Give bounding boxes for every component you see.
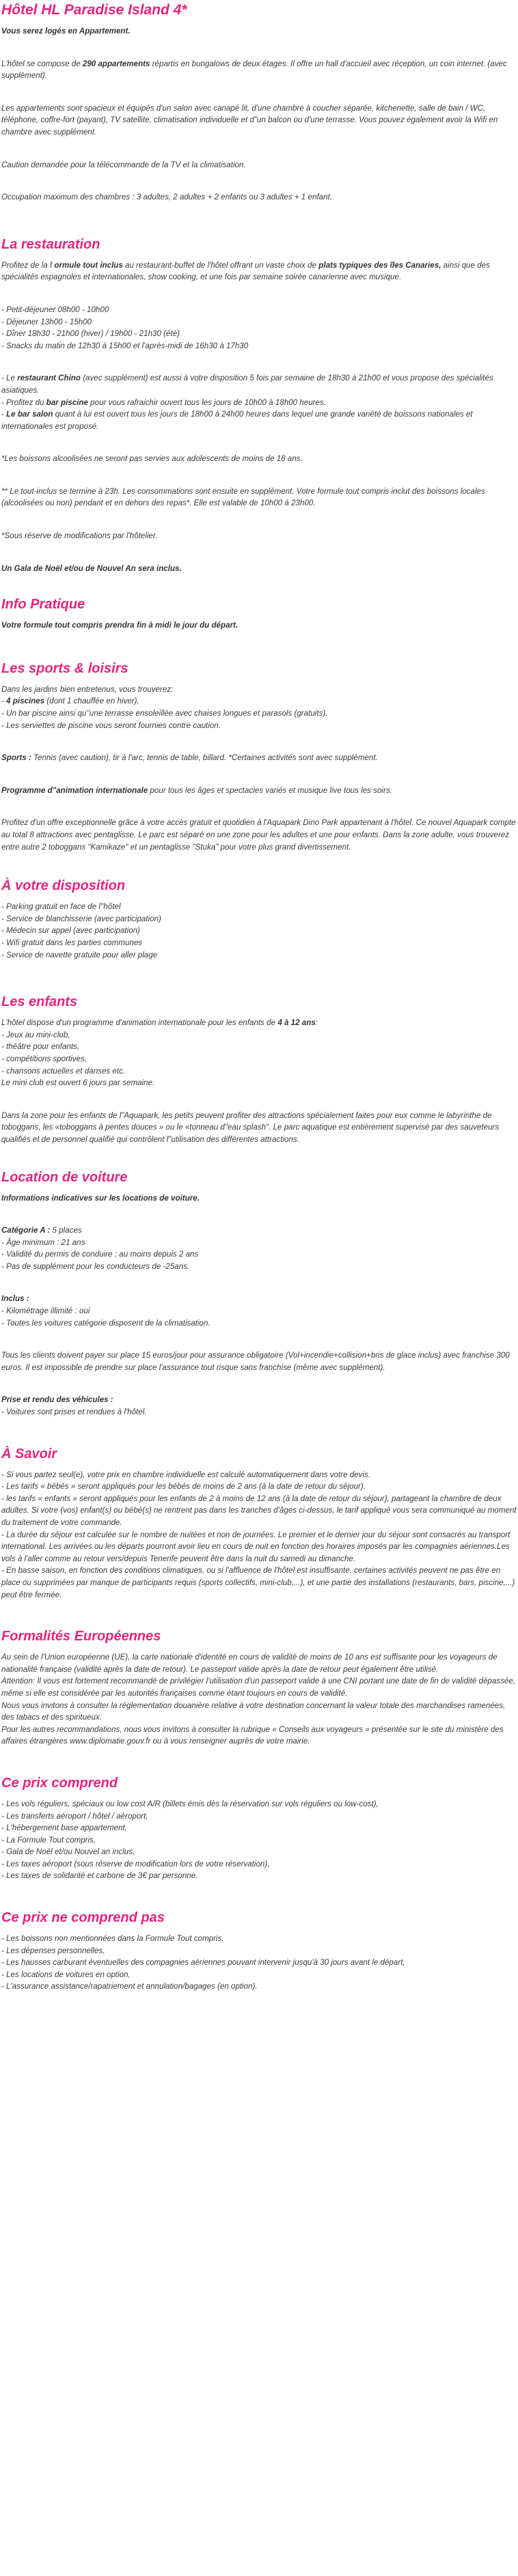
list-item: Nous vous invitons à consulter la réglementation douanière relative à votre destination concernant la valeur totale des marchandises ramenées, des tabacs et des spiritueux. [1, 1700, 506, 1722]
enfants-title: Les enfants [1, 994, 78, 1010]
voiture-intro: Informations indicatives sur les locations de voiture. [1, 1193, 200, 1203]
list-item: - les tarifs « enfants » seront appliqués pour les enfants de 2 à moins de 12 ans (à la date de retour du séjour), partageant la chambre de deux adultes. Si votre (vos) enfant(s) ou bébé(s) ne rentrent pas dans les tranches d'âges ci-dessus, le tarif appliqué vous sera communiqué au moment du traitement de votre commande. [1, 1494, 517, 1527]
list-item: - Les boissons non mentionnées dans la Formule Tout compris, [1, 1934, 224, 1944]
list-item: Prise et rendu des véhicules : [1, 1395, 113, 1405]
restauration-gala: Un Gala de Noël et/ou de Nouvel An sera inclus. [1, 563, 182, 573]
list-item: - Kilométrage illimité : oui [1, 1306, 90, 1316]
savoir-title: À Savoir [1, 1446, 57, 1461]
sports-programme: Programme d"animation internationale pour tous les âges et spectacles variés et musique live tous les soirs. [1, 785, 392, 795]
list-item: - Gala de Noël et/ou Nouvel an inclus, [1, 1847, 135, 1857]
list-item: - Jeux au mini-club, [1, 1030, 70, 1039]
list-item: - Les hausses carburant éventuelles des compagnies aériennes pouvant intervenir jusqu'à 30 jours avant le départ, [1, 1958, 405, 1968]
restauration-schedule [1, 304, 517, 352]
formalites-section [1, 1628, 517, 1748]
restauration-section [1, 236, 517, 575]
disposition-title: À votre disposition [1, 878, 126, 894]
list-item: - Le restaurant Chino (avec supplément) est aussi à votre disposition 5 fois par semaine de 18h30 à 21h00 et vous propose des spécialités asiatiques. [1, 374, 493, 395]
info-title: Info Pratique [1, 597, 85, 613]
list-item: Le mini club est ouvert 6 jours par semaine. [1, 1078, 155, 1088]
comprend-title: Ce prix comprend [1, 1775, 118, 1791]
list-item: - Les transferts aéroport / hôtel / aéroport, [1, 1811, 148, 1821]
enfants-programme [1, 1017, 517, 1089]
list-item: - chansons actuelles et danses etc. [1, 1066, 126, 1076]
restauration-title: La restauration [1, 236, 100, 252]
restauration-bars [1, 372, 517, 432]
list-item: - En basse saison, en fonction des conditions climatiques, ou si l'affluence de l'hôtel est insuffisante, certaines activités peuvent ne pas être en place ou supprimées par manque de participants requis (sports collectifs, mini-club,...), et une partie des installations (restaurants, bars, piscine,...) peut être fermée. [1, 1566, 515, 1599]
list-item: - compétitions sportives, [1, 1054, 87, 1063]
list-item: Dans les jardins bien entretenus, vous trouverez: [1, 684, 174, 694]
list-item: - Validité du permis de conduire : au moins depuis 2 ans [1, 1250, 199, 1259]
list-item: - Voitures sont prises et rendues à l'hôtel. [1, 1408, 147, 1417]
restauration-note-alcohol: *Les boissons alcoolisées ne seront pas servies aux adolescents de moins de 18 ans. [1, 454, 303, 464]
list-item: - Les vols réguliers, spéciaux ou low cost A/R (billets émis dès la réservation sur vols réguliers ou low-cost), [1, 1799, 379, 1808]
list-item: Attention: Il vous est fortement recommandé de privilégier l'utilisation d'un passeport valide à une CNI portant une date de fin de validité dépassée, même si elle est considérée par les autorités françaises comme étant toujours en cours de validité. [1, 1677, 516, 1698]
sports-section [1, 660, 517, 853]
list-item: Pour les autres recommandations, nous vous invitons à consulter la rubrique « Conseils aux voyageurs » présentée sur le site du ministère des affaires étrangères www.diplomatie.gouv.fr ou à vous renseigner auprès de votre mairie. [1, 1724, 504, 1746]
list-item: - Le bar salon quant à lui est ouvert tous les jours de 18h00 à 24h00 heures dans lequel une grande variété de boissons nationales et internationales est proposé. [1, 410, 473, 431]
list-item: - Les locations de voitures en option, [1, 1970, 131, 1979]
list-item: Au sein de l'Union européenne (UE), la carte nationale d'identité en cours de validité de moins de 10 ans est suffisante pour les voyageurs de nationalité française (validité après la date de retour). Le passeport valide après la date de retour peut également être utilisé. [1, 1653, 497, 1674]
hotel-occupancy: Occupation maximum des chambres : 3 adultes, 2 adultes + 2 enfants ou 3 adultes + 1 enfant. [1, 193, 333, 202]
savoir-section [1, 1446, 517, 1601]
hotel-apartments: Les appartements sont spacieux et équipés d'un salon avec canapé lit, d'une chambre à coucher séparée, kitchenette, salle de bain / WC, téléphone, coffre-fort (payant), TV satellite, climatisation individuelle et d"un balcon ou d'une terrasse. Vous pouvez également avoir la Wifi en chambre avec supplément. [1, 103, 498, 137]
voiture-prise [1, 1394, 517, 1418]
list-item: - Wifi gratuit dans les parties communes [1, 938, 143, 947]
sports-pools [1, 684, 517, 731]
list-item: L'hôtel dispose d'un programme d'animation internationale pour les enfants de 4 à 12 ans: [1, 1018, 318, 1028]
list-item: - Profitez du bar piscine pour vous rafraichir ouvert tous les jours de 10h00 à 18h00 heures. [1, 397, 326, 407]
list-item: - Les dépenses personnelles, [1, 1946, 105, 1955]
list-item: - Les tarifs « bébés » seront appliqués pour les bébés de moins de 2 ans (à la date de retour du séjour). [1, 1482, 366, 1492]
list-item: - Si vous partez seul(e), votre prix en chambre individuelle est calculé automatiquement dans votre devis. [1, 1470, 371, 1479]
ne-comprend-section [1, 1909, 517, 1993]
list-item: - Les serviettes de piscine vous seront fournies contre caution. [1, 720, 221, 730]
list-item: - théâtre pour enfants, [1, 1042, 80, 1052]
restauration-note-allinclusive: ** Le tout-inclus se termine à 23h. Les consommations sont ensuite en supplément. Votre formule tout compris inclut des boissons locales (alcoolisées ou non) pendant et en dehors des repas*. Elle est valable de 10h00 à 23h00. [1, 486, 485, 508]
voiture-section [1, 1169, 517, 1418]
list-item: - Service de blanchisserie (avec participation) [1, 914, 161, 923]
restauration-note-reserve: *Sous réserve de modifications par l'hôtelier. [1, 531, 158, 541]
hotel-caution: Caution demandée pour la télécommande de la TV et la climatisation. [1, 160, 246, 169]
comprend-section [1, 1775, 517, 1882]
list-item: - 4 piscines (dont 1 chauffée en hiver), [1, 697, 139, 706]
restauration-intro: Profitez de la f ormule tout inclus au restaurant-buffet de l'hôtel offrant un vaste choix de plats typiques des îles Canaries, ainsi que des spécialités espagnoles et internationales, show cooking, et une fois par semaine soirée canarienne avec musique. [1, 260, 490, 282]
savoir-list [1, 1469, 517, 1601]
voiture-caution: Tous les clients doivent payer sur place 15 euros/jour pour assurance obligatoire (Vol+incendie+collision+bris de glace inclus) avec franchise 300 euros. Il est impossible de prendre sur place l'assurance tout risque sans franchise (même avec supplément). [1, 1351, 510, 1372]
formalites-title: Formalités Européennes [1, 1629, 161, 1644]
list-item: - La durée du séjour est calculée sur le nombre de nuitées et non de journées. Le premier et le dernier jour du séjour sont consacrés au transport international. Les arrivées ou les départs pourront avoir lieu en cours de nuit en fonction des horaires imposés par les compagnies aériennes.Les vols à l'aller comme au retour vers/depuis Tenerife peuvent être dans la nuit du samedi au dimanche. [1, 1530, 510, 1563]
voiture-category [1, 1224, 517, 1272]
ne-comprend-list [1, 1933, 517, 1993]
list-item: Catégorie A : 5 places [1, 1226, 82, 1235]
list-item: - Parking gratuit en face de l''hôtel [1, 902, 121, 912]
hotel-title: Hôtel HL Paradise Island 4* [1, 2, 187, 18]
list-item: - Les taxes de solidarité et carbone de 3€ par personne. [1, 1871, 198, 1881]
enfants-section [1, 994, 517, 1145]
list-item: - Service de navette gratuite pour aller plage [1, 950, 158, 960]
disposition-list [1, 901, 517, 961]
list-item: - Dîner 18h30 - 21h00 (hiver) / 19h00 - 21h30 (été) [1, 329, 180, 339]
enfants-zone: Dans la zone pour les enfants de l"Aquapark, les petits peuvent profiter des attractions spécialement faites pour eux comme le labyrinthe de toboggans, les «toboggans à pentes douces » ou le «tonneau d"eau splash". Le parc aquatique est entièrement supervisé par des sauveteurs qualifiés et de personnel qualifié qui contrôlent l"utilisation des différentes attractions. [1, 1110, 500, 1144]
voiture-inclus [1, 1293, 517, 1329]
list-item: - Les taxes aéroport (sous réserve de modification lors de votre réservation), [1, 1859, 270, 1868]
info-text: Votre formule tout compris prendra fin à midi le jour du départ. [1, 621, 238, 630]
list-item: - Pas de supplément pour les conducteurs de -25ans. [1, 1261, 190, 1271]
list-item: Inclus : [1, 1294, 29, 1304]
list-item: - Médecin sur appel (avec participation) [1, 926, 140, 936]
sports-title: Les sports & loisirs [1, 660, 128, 676]
list-item: - L'hébergement base appartement, [1, 1823, 127, 1833]
list-item: - Snacks du matin de 12h30 à 15h00 et l'après-midi de 16h30 à 17h30 [1, 341, 249, 350]
info-section [1, 596, 517, 632]
hotel-section [1, 0, 517, 204]
ne-comprend-title: Ce prix ne comprend pas [1, 1910, 165, 1926]
list-item: - Âge minimum : 21 ans [1, 1237, 85, 1247]
list-item: - Un bar piscine ainsi qu''une terrasse ensoleillée avec chaises longues et parasols (gratuits). [1, 709, 328, 718]
list-item: - Petit-déjeuner 08h00 - 10h00 [1, 305, 109, 314]
sports-aquapark: Profitez d'un offre exceptionnelle grâce à votre accès gratuit et quotidien à l'Aquapark Dino Park appartenant à l'hôtel. Ce nouvel Aquapark compte au total 8 attractions avec pentaglisse. Le parc est séparé en une zone pour les adultes et une pour enfants. Dans la zone adulte, vous trouverez entre autre 2 toboggans "Kamikaze" et un pentaglisse "Stuka" pour votre plus grand divertissement. [1, 818, 516, 852]
hotel-subtitle: Vous serez logés en Appartement. [1, 27, 131, 36]
voiture-title: Location de voiture [1, 1169, 128, 1185]
list-item: - Déjeuner 13h00 - 15h00 [1, 317, 92, 326]
list-item: - L'assurance assistance/rapatriement et annulation/bagages (en option). [1, 1982, 258, 1991]
list-item: - Toutes les voitures catégorie disposent de la climatisation. [1, 1318, 210, 1328]
hotel-description: L'hôtel se compose de 290 appartements répartis en bungalows de deux étages. Il offre un hall d'accueil avec réception, un coin internet. (avec supplément). [1, 59, 507, 81]
sports-activities: Sports : Tennis (avec caution), tir à l'arc, tennis de table, billard. *Certaines activités sont avec supplément. [1, 753, 378, 763]
comprend-list [1, 1798, 517, 1882]
formalites-text [1, 1651, 517, 1748]
list-item: - La Formule Tout compris, [1, 1835, 96, 1845]
disposition-section [1, 878, 517, 961]
